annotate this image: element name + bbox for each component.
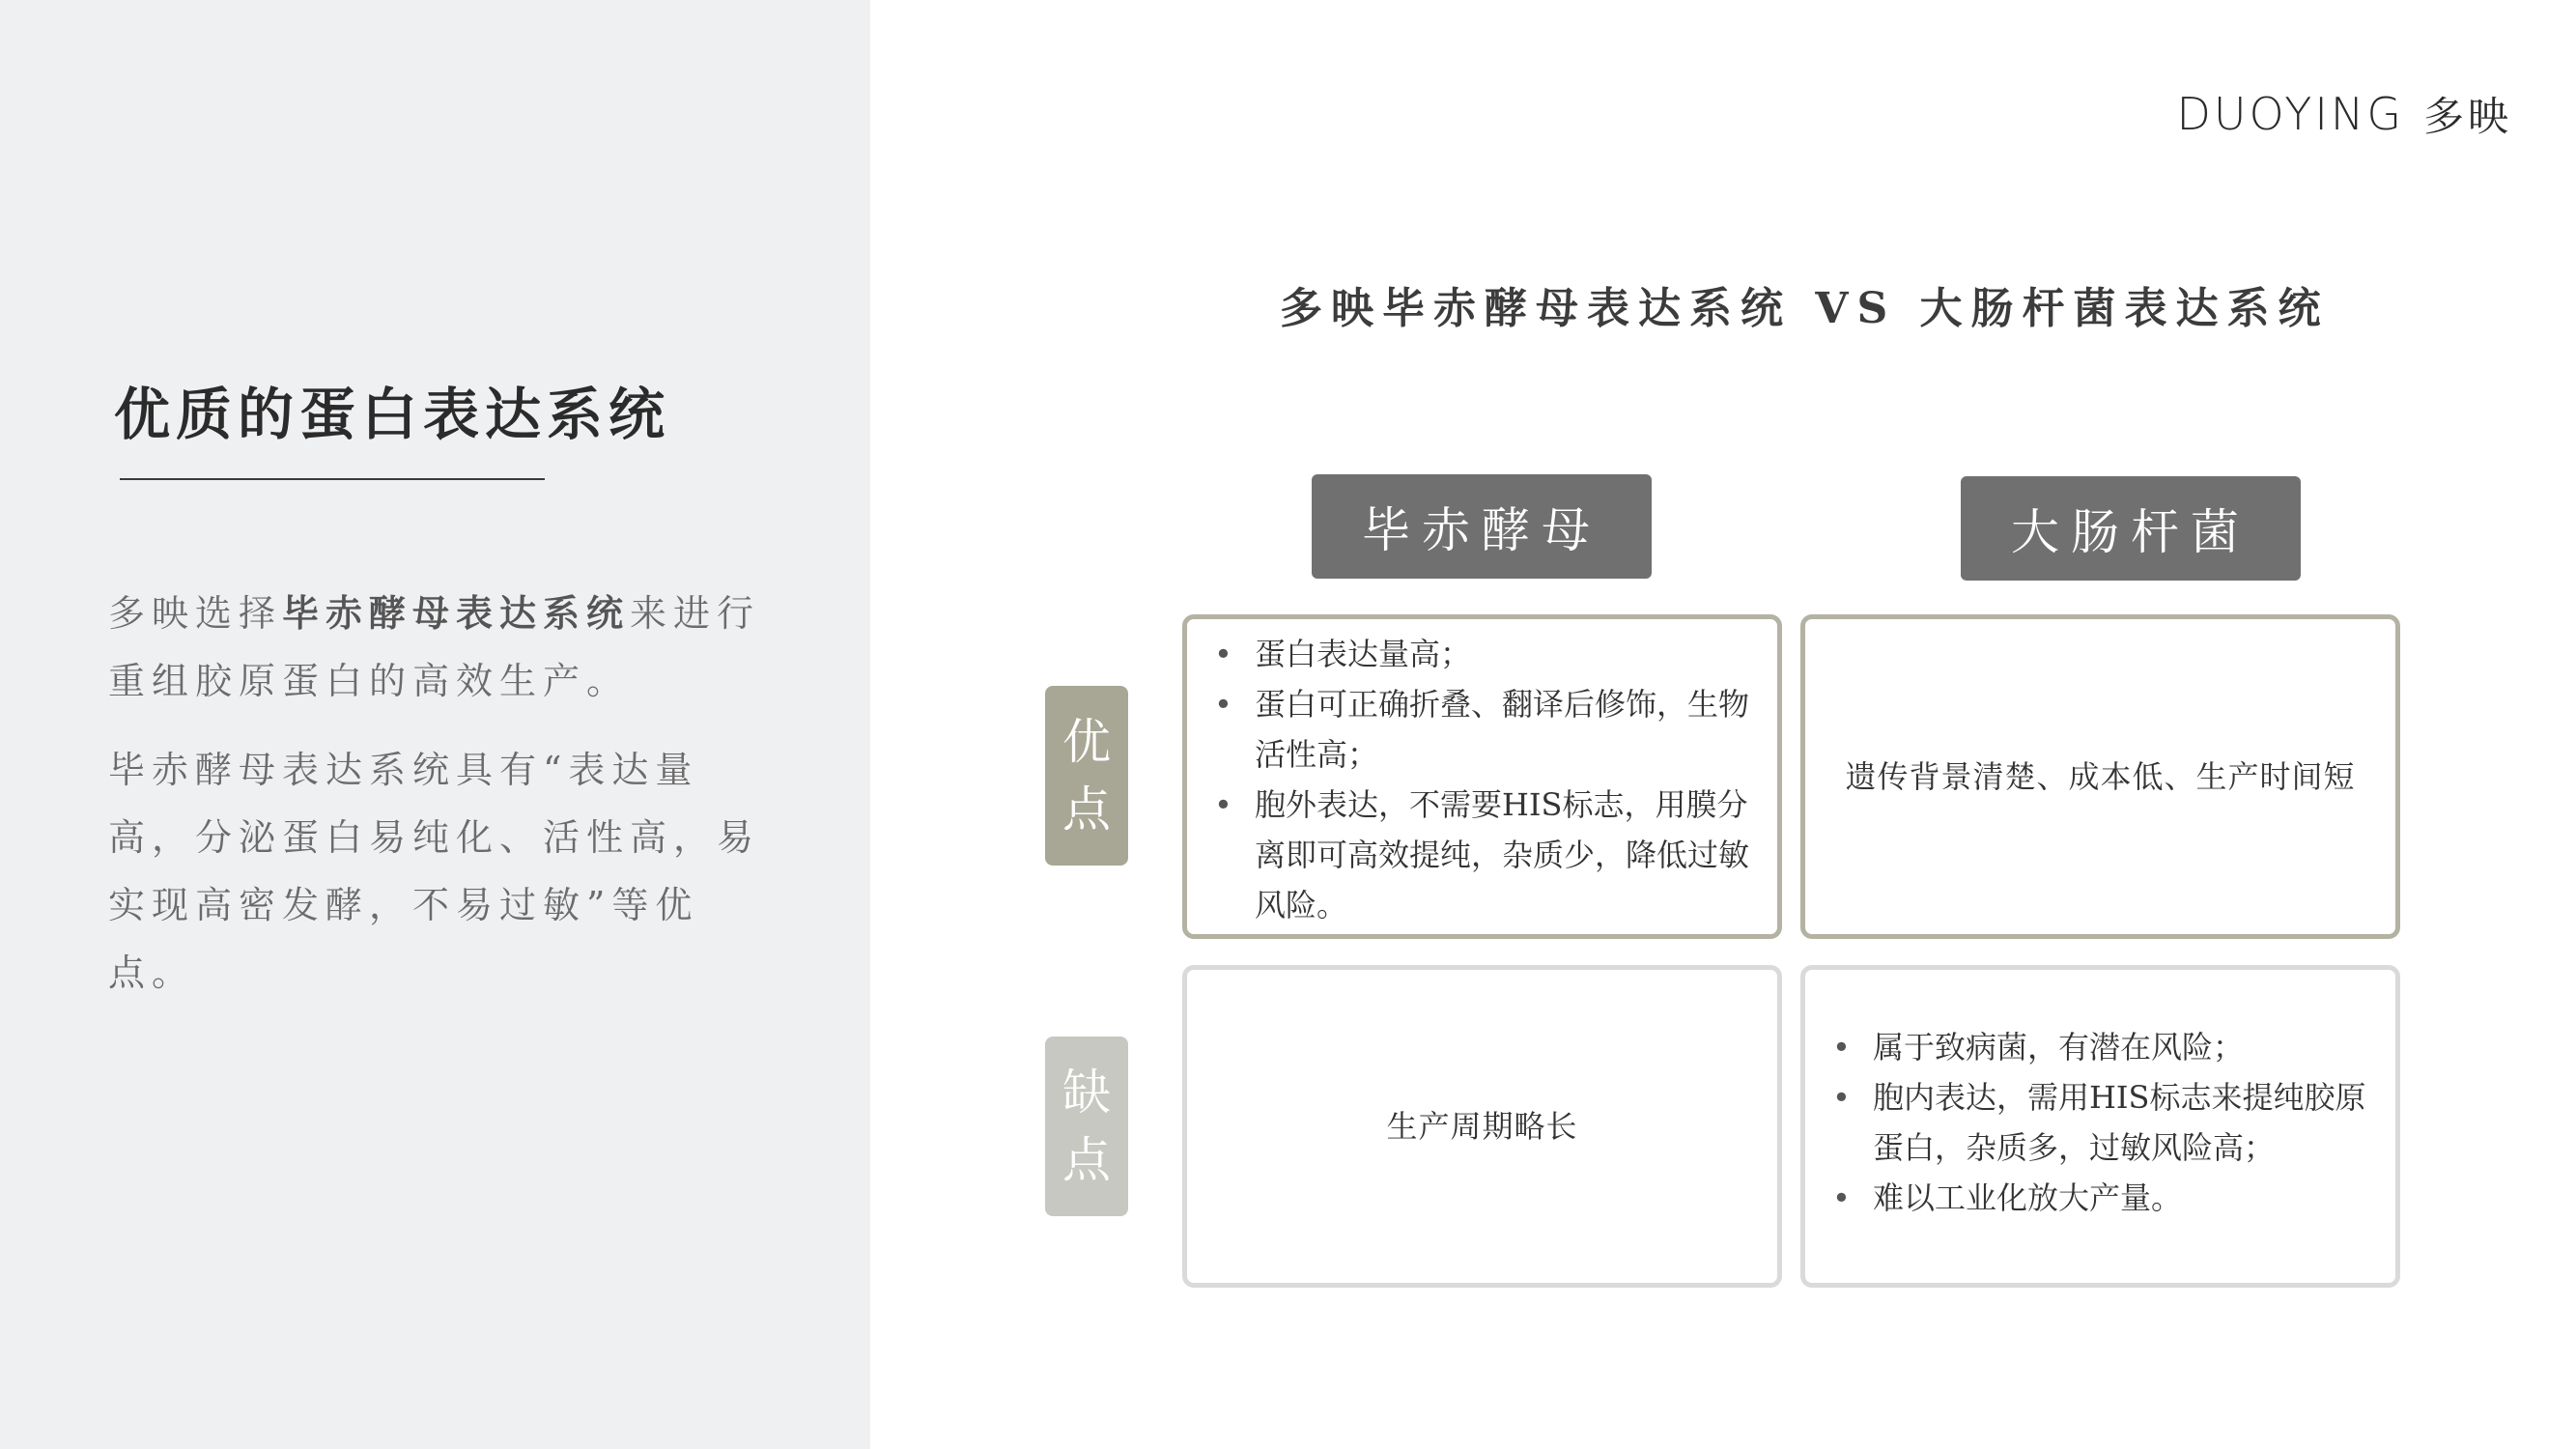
row-label-cons-char-2: 点	[1062, 1132, 1111, 1188]
title-divider	[120, 478, 545, 480]
pichia-cons-text: 生产周期略长	[1386, 1108, 1578, 1145]
cell-pichia-cons	[1182, 965, 1782, 1288]
brand-logo	[2176, 85, 2512, 143]
section-title: 优质的蛋白表达系统	[114, 382, 671, 447]
list-item: • 蛋白可正确折叠、翻译后修饰，生物活性高；	[1187, 679, 1758, 780]
column-header-ecoli: 大肠杆菌	[1961, 476, 2301, 581]
column-header-pichia: 毕赤酵母	[1312, 474, 1652, 579]
intro-text-start: 多映选择	[108, 592, 283, 635]
pichia-pros-list	[1187, 619, 1777, 930]
ecoli-pros-text: 遗传背景清楚、成本低、生产时间短	[1845, 758, 2356, 795]
comparison-title: 多映毕赤酵母表达系统 VS 大肠杆菌表达系统	[1280, 284, 2330, 333]
list-item: • 胞内表达，需用HIS标志来提纯胶原蛋白，杂质多，过敏风险高；	[1805, 1072, 2382, 1173]
ecoli-cons-list	[1805, 970, 2395, 1223]
advantages-paragraph: 毕赤酵母表达系统具有“表达量高，分泌蛋白易纯化、活性高，易实现高密发酵，不易过敏”等优点。	[108, 749, 761, 994]
intro-text-highlight: 毕赤酵母表达系统	[282, 591, 631, 635]
left-panel	[0, 0, 870, 1449]
cell-ecoli-pros	[1800, 614, 2400, 939]
cell-pichia-pros	[1182, 614, 1782, 939]
list-item: • 难以工业化放大产量。	[1805, 1173, 2382, 1223]
logo-chinese-name: 多映	[2422, 93, 2512, 140]
row-label-pros-char-1: 优	[1062, 714, 1111, 770]
list-item: • 胞外表达，不需要HIS标志，用膜分离即可高效提纯，杂质少，降低过敏风险。	[1187, 780, 1758, 930]
row-label-cons	[1045, 1037, 1128, 1216]
logo-wordmark: DUOYING	[2176, 88, 2404, 140]
row-label-pros	[1045, 686, 1128, 866]
intro-text-end: 来进行重组胶原蛋白的高效生产。	[108, 592, 761, 702]
list-item: • 蛋白表达量高；	[1187, 629, 1758, 679]
row-label-pros-char-2: 点	[1062, 781, 1111, 838]
row-label-cons-char-1: 缺	[1062, 1065, 1111, 1121]
list-item: • 属于致病菌，有潜在风险；	[1805, 1022, 2382, 1072]
intro-paragraph	[108, 580, 784, 715]
cell-ecoli-cons	[1800, 965, 2400, 1288]
